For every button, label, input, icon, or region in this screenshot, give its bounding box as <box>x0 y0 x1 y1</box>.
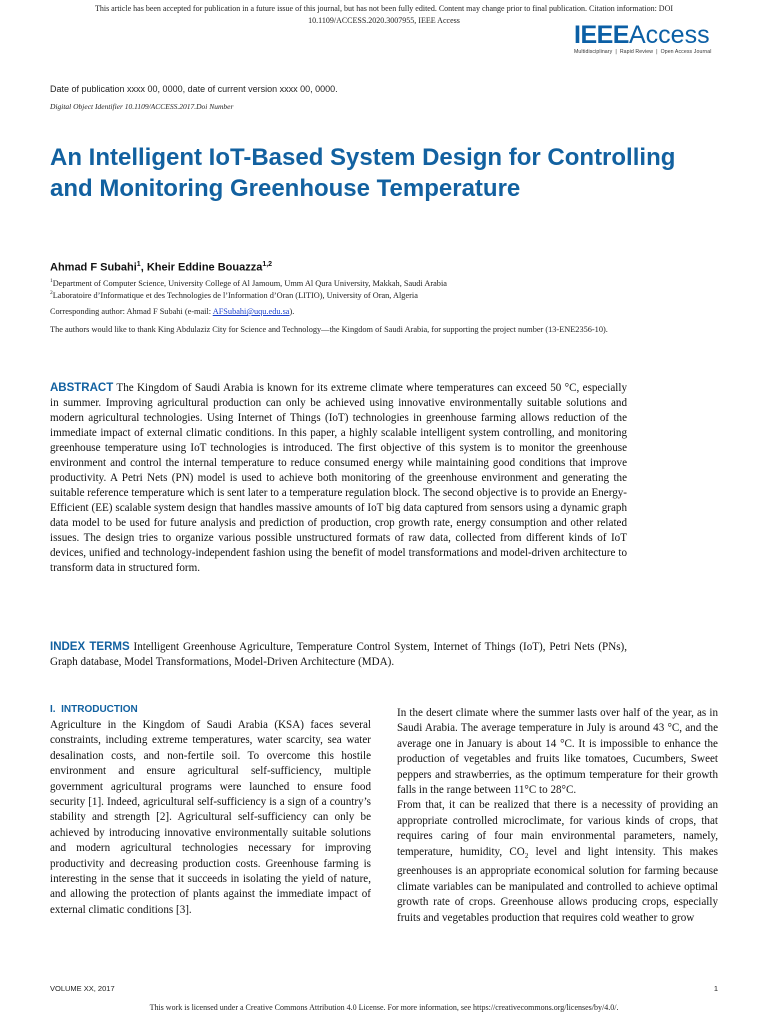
author-email-link[interactable]: AFSubahi@uqu.edu.sa <box>212 307 290 316</box>
logo-wordmark <box>574 22 724 48</box>
corresponding-suffix: ). <box>289 307 295 316</box>
author-separator: , <box>140 261 147 274</box>
affiliation-2 <box>50 290 418 300</box>
corresponding-author <box>50 307 294 316</box>
publication-dates: Date of publication xxxx 00, 0000, date of current version xxxx 00, 0000. <box>50 84 338 94</box>
intro-paragraph-2: In the desert climate where the summer lasts over half of the year, as in Saudi Arabia. The average temperature in July is around 43 °C, and the average one in January is about 14 °C. It is impossible to enhance the production of vegetables and fruits like tomatoes, Cucumbers, Sweet peppers and strawberries, as the optimum temperature for their growth falls in the range between 11°C to 28°C. <box>397 707 718 797</box>
section-heading-introduction: I. INTRODUCTION <box>50 704 138 715</box>
abstract-text: The Kingdom of Saudi Arabia is known for its extreme climate where temperatures can exceed 50 °C, especially in summer. Improving agricultural production can only be achieved using innovative environmentally suitable solutions and modern agricultural technologies. Using Internet of Things (IoT) technologies in greenhouse farming allows reduction of the immediate impact of external climatic conditions. In this paper, a highly scalable intelligent system controlling, and monitoring greenhouse temperature using IoT technologies is introduced. The first objective of this system is to monitor the greenhouse environment and control the internal temperature to reduce consumed energy while maintaining good conditions that improve productivity. A Petri Nets (PN) model is used to achieve both monitoring of the greenhouse environment and generating the suitable reference temperature which is sent later to a temperature regulation block. The second objective is to provide an Energy-Efficient (EE) scalable system design that handles massive amounts of IoT big data captured from sensors using a dynamic graph data model to be used for future analysis and prediction of production, crop growth rate, energy consumption and other related issues. The design tries to organize various possible unstructured formats of raw data, collected from different kinds of IoT devices, unified and technology-independent fashion using the benefit of model transformations and model-driven architecture to transform data in structured form. <box>50 382 627 574</box>
ieee-access-logo <box>574 22 724 55</box>
abstract-label: ABSTRACT <box>50 382 114 394</box>
page-number: 1 <box>713 984 718 993</box>
volume-info: VOLUME XX, 2017 <box>50 984 115 993</box>
author-2-affil: 1,2 <box>262 261 273 268</box>
logo-tagline: Multidisciplinary ❘ Rapid Review ❘ Open Access Journal <box>574 49 712 55</box>
notice-line-2: 10.1109/ACCESS.2020.3007955, IEEE Access <box>308 16 460 25</box>
notice-line-1: This article has been accepted for publication in a future issue of this journal, but has not been fully edited. Content may change prior to final publication. Citation information: DOI <box>94 4 674 13</box>
corresponding-prefix: Corresponding author: Ahmad F Subahi (e-mail: <box>50 307 213 316</box>
author-1-affil: 1 <box>136 261 141 268</box>
affiliation-1 <box>50 278 447 288</box>
intro-left-column <box>50 703 371 918</box>
logo-access: Access <box>628 21 710 49</box>
doi-line: Digital Object Identifier 10.1109/ACCESS.2017.Doi Number <box>50 102 234 111</box>
co2-subscript: 2 <box>524 851 529 860</box>
license-notice: This work is licensed under a Creative Commons Attribution 4.0 License. For more information, see https://creativecommons.org/licenses/by/4.0/. <box>149 1003 619 1012</box>
intro-paragraph-1: Agriculture in the Kingdom of Saudi Arabia (KSA) faces several constraints, including extreme temperatures, water scarcity, sea water desalination costs, and non-fertile soil. To overcome this hostile environment and ensure agricultural self-sufficiency, multiple government agricultural programs were launched to ensure food security [1]. Indeed, agricultural self-sufficiency is a sign of a country’s stability and strength [2]. Agricultural self-sufficiency can only be achieved by introducing innovative environmentally suitable solutions and modern agricultural technologies necessary for improving productivity and decreasing production costs. Greenhouse farming is interesting in the sense that it succeeds in isolating the yield of nature, and allowing the protection of plants against the immediate impact of external climatic conditions [3]. <box>50 719 371 916</box>
affiliation-2-text: Laboratoire d’Informatique et des Technologies de l’Information d’Oran (LITIO), University of Oran, Algeria <box>52 290 418 300</box>
affiliation-1-text: Department of Computer Science, University College of Al Jamoum, Umm Al Qura University, Makkah, Saudi Arabia <box>52 278 447 288</box>
intro-right-column <box>397 706 718 926</box>
intro-paragraph-3-b: level and light intensity. This makes greenhouses is an appropriate economical solution for farming because climate variables can be manipulated and controlled to achieve optimal growth rate of crops. Greenhouse allows producing crops, especially fruits and vegetables production that requires cold weather to grow <box>397 845 719 924</box>
abstract <box>50 381 627 576</box>
author-list <box>50 261 272 274</box>
affiliation-2-mark: 2 <box>50 290 53 296</box>
index-terms <box>50 640 627 670</box>
author-2: Kheir Eddine Bouazza <box>146 261 263 274</box>
affiliation-1-mark: 1 <box>50 278 53 284</box>
logo-ieee: IEEE <box>574 21 629 49</box>
intro-paragraph-3 <box>397 798 718 925</box>
paper-title: An Intelligent IoT-Based System Design for Controlling and Monitoring Greenhouse Temperature <box>50 144 676 202</box>
index-terms-text: Intelligent Greenhouse Agriculture, Temperature Control System, Internet of Things (IoT), Petri Nets (PNs), Graph database, Model Transformations, Model-Driven Architecture (MDA). <box>50 641 627 668</box>
acknowledgment: The authors would like to thank King Abdulaziz City for Science and Technology—the Kingdom of Saudi Arabia, for supporting the project number (13-ENE2356-10). <box>50 325 608 334</box>
author-1: Ahmad F Subahi <box>50 261 137 274</box>
intro-paragraph-3-a: From that, it can be realized that there is a necessity of providing an appropriate controlled microclimate, for various kinds of crops, that requires caring of four main environmental parameters, namely, temperature, humidity, CO <box>397 799 718 858</box>
index-terms-label: INDEX TERMS <box>50 641 130 653</box>
